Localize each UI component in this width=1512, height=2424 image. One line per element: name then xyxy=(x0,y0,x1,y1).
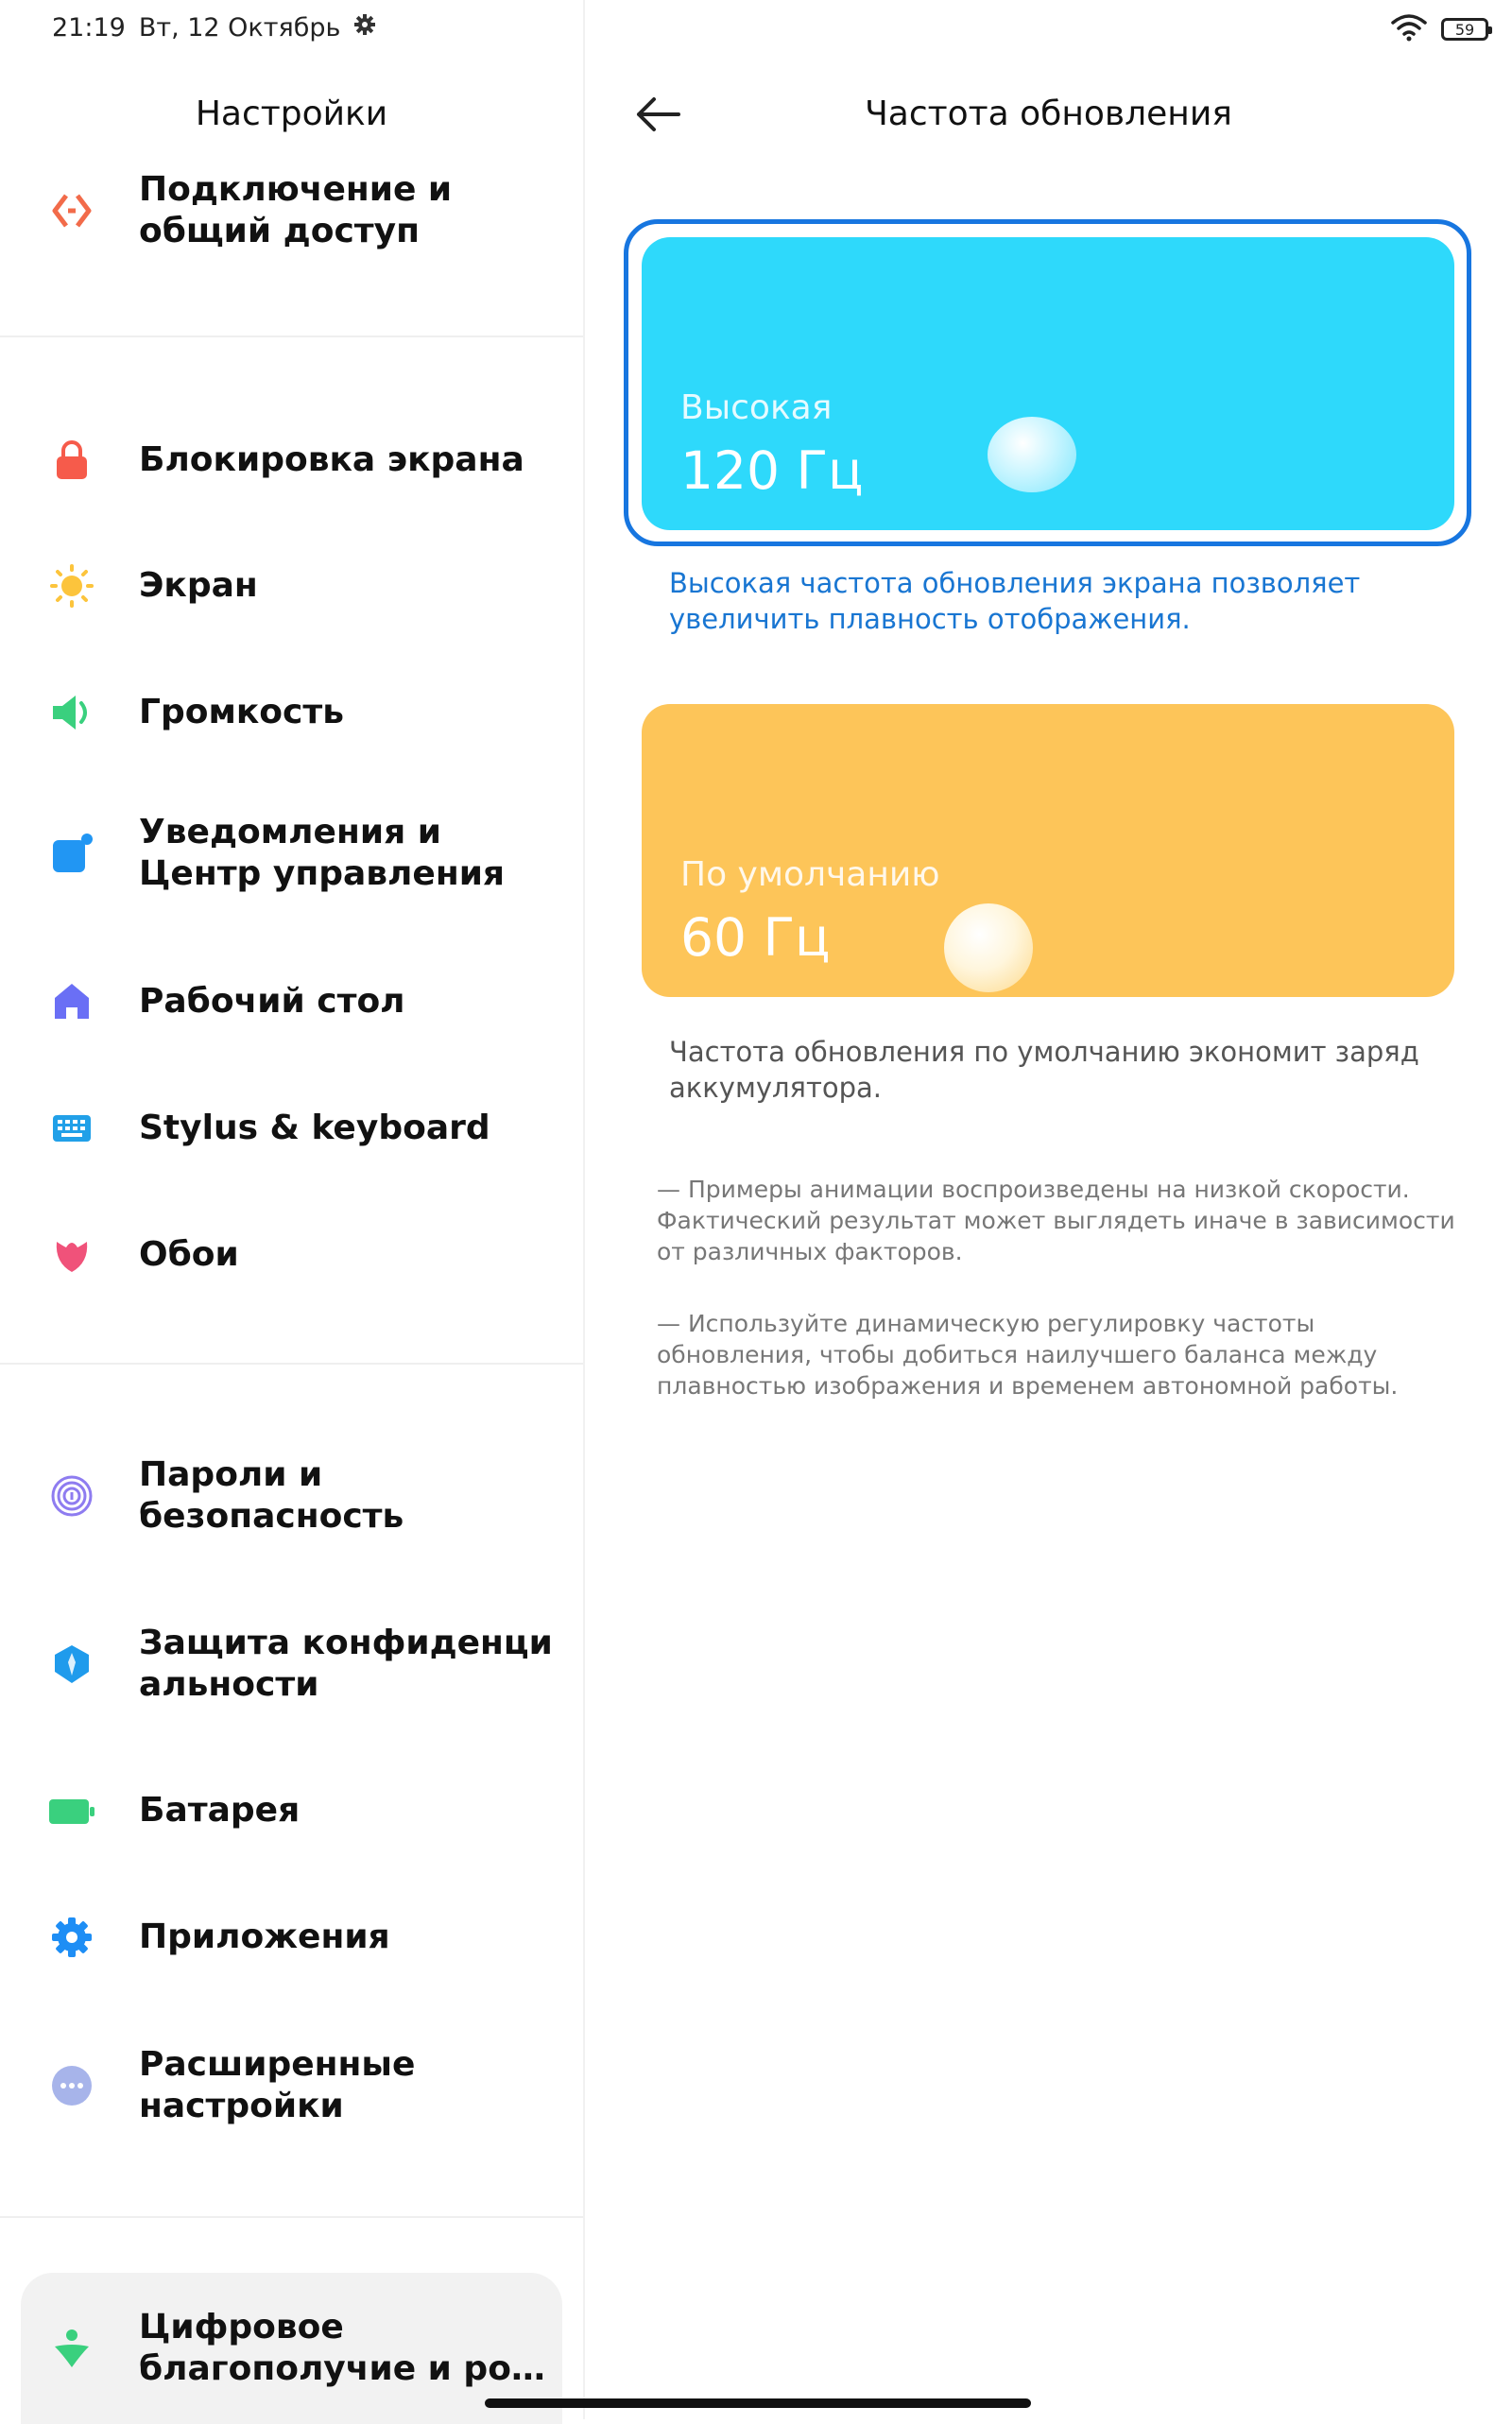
sidebar-item-label: Stylus & keyboard xyxy=(139,1109,490,1147)
status-bar-right xyxy=(1390,13,1488,45)
sidebar-item-advanced[interactable] xyxy=(0,2043,583,2128)
sidebar-item-label: Пароли и безопасность xyxy=(139,1455,404,1536)
home-indicator[interactable] xyxy=(485,2398,1031,2408)
settings-sidebar xyxy=(0,0,583,2419)
sidebar-item-display[interactable] xyxy=(0,556,583,616)
sidebar-item-label: Блокировка экрана xyxy=(139,440,524,479)
note-animation: — Примеры анимации воспроизведены на низкой скорости. Фактический результат может выглядеть иначе в зависимости от различных факторов. xyxy=(657,1176,1455,1265)
sidebar-item-label: Батарея xyxy=(139,1791,301,1830)
sidebar-item-label: Подключение и общий доступ xyxy=(139,170,453,250)
sidebar-item-desktop[interactable] xyxy=(0,971,583,1032)
home-icon xyxy=(47,977,96,1026)
keyboard-icon xyxy=(47,1104,96,1153)
lock-icon xyxy=(47,436,96,485)
sidebar-item-label: Защита конфиденци альности xyxy=(139,1624,553,1704)
sidebar-item-label: Рабочий стол xyxy=(139,982,405,1021)
sidebar-item-connection[interactable] xyxy=(0,168,583,253)
divider xyxy=(0,335,583,337)
sidebar-item-label: Цифровое благополучие и ро… xyxy=(139,2308,545,2388)
settings-gear-icon xyxy=(353,13,376,43)
refresh-rate-high-card[interactable] xyxy=(642,237,1454,530)
wellbeing-icon xyxy=(47,2324,96,2373)
sidebar-item-label: Обои xyxy=(139,1235,239,1274)
high-rate-name: Высокая xyxy=(680,388,833,427)
battery-icon xyxy=(47,1786,96,1835)
battery-indicator xyxy=(1441,18,1488,41)
animation-bubble xyxy=(944,903,1033,992)
share-icon xyxy=(47,186,96,235)
sidebar-item-stylus-keyboard[interactable] xyxy=(0,1098,583,1159)
divider xyxy=(0,1363,583,1365)
wifi-icon xyxy=(1390,13,1428,45)
status-time: 21:19 xyxy=(52,13,126,43)
sidebar-item-label: Экран xyxy=(139,566,258,605)
default-rate-name: По умолчанию xyxy=(680,855,940,894)
notification-icon xyxy=(47,829,96,878)
sidebar-title: Настройки xyxy=(195,95,388,133)
speaker-icon xyxy=(47,688,96,737)
sidebar-item-digital-wellbeing[interactable] xyxy=(0,2306,583,2391)
sidebar-item-label: Расширенные настройки xyxy=(139,2045,416,2125)
sidebar-item-label: Приложения xyxy=(139,1917,390,1956)
high-rate-description: Высокая частота обновления экрана позволяет увеличить плавность отображения. xyxy=(669,567,1361,635)
animation-bubble xyxy=(988,417,1076,492)
sidebar-item-notifications[interactable] xyxy=(0,811,583,896)
sidebar-item-volume[interactable] xyxy=(0,682,583,743)
tulip-icon xyxy=(47,1230,96,1280)
fingerprint-icon xyxy=(47,1471,96,1521)
sidebar-item-passwords-security[interactable] xyxy=(0,1453,583,1539)
battery-level: 59 xyxy=(1454,20,1475,39)
sidebar-item-privacy[interactable] xyxy=(0,1622,583,1707)
status-bar-left xyxy=(52,13,376,43)
sidebar-item-lock-screen[interactable] xyxy=(0,430,583,490)
divider xyxy=(0,2216,583,2218)
sidebar-item-label: Уведомления и Центр управления xyxy=(139,813,506,893)
sidebar-item-apps[interactable] xyxy=(0,1907,583,1968)
default-rate-value: 60 Гц xyxy=(680,907,831,968)
high-rate-value: 120 Гц xyxy=(680,440,864,501)
refresh-rate-default-card[interactable] xyxy=(642,704,1454,997)
status-date: Вт, 12 Октябрь xyxy=(138,13,341,43)
sidebar-item-wallpaper[interactable] xyxy=(0,1225,583,1285)
page-title: Частота обновления xyxy=(865,95,1232,133)
more-icon xyxy=(47,2061,96,2110)
sidebar-item-battery[interactable] xyxy=(0,1780,583,1841)
shield-icon xyxy=(47,1640,96,1689)
gear-icon xyxy=(47,1913,96,1962)
default-rate-description: Частота обновления по умолчанию экономит заряд аккумулятора. xyxy=(669,1036,1419,1104)
note-dynamic: — Используйте динамическую регулировку частоты обновления, чтобы добиться наилучшего баланса между плавностью изображения и временем автономной работы. xyxy=(657,1310,1399,1400)
sidebar-item-label: Громкость xyxy=(139,693,345,731)
pane-divider xyxy=(583,0,585,2419)
sun-icon xyxy=(47,561,96,610)
